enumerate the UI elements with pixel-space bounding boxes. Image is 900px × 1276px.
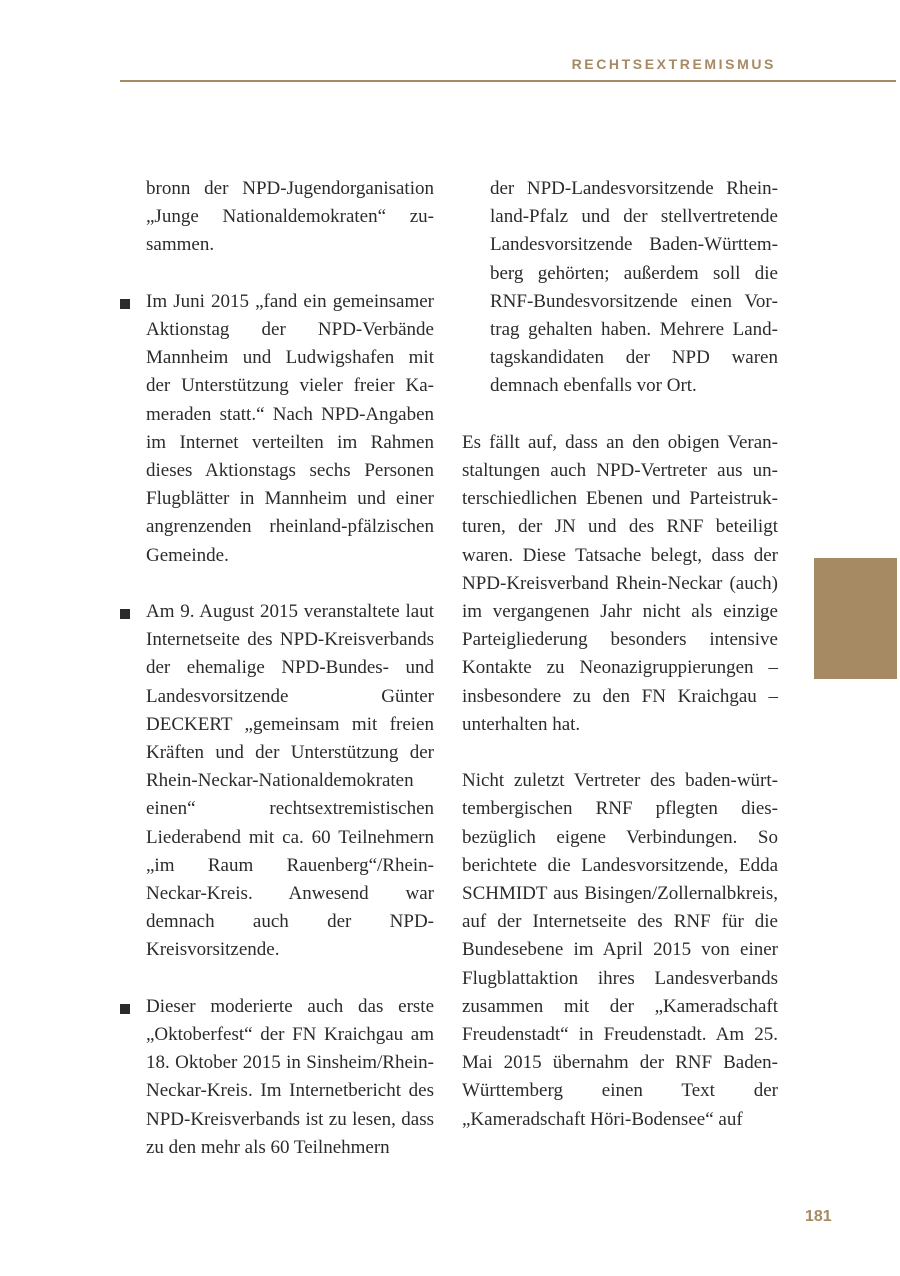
list-item-text: Dieser moderierte auch das erste „Oktoberfest“ der FN Kraichgau am 18. Oktober 2015 in Sinsheim/Rhein-Neckar-Kreis. Im Internetbericht des NPD-Kreisverbands ist zu lesen, dass zu den mehr als 60 Teilnehmern bbox=[146, 995, 434, 1158]
list-item bbox=[118, 598, 434, 965]
right-column bbox=[462, 175, 778, 1162]
list-item bbox=[118, 288, 434, 570]
continued-paragraph: bronn der NPD-Jugendorganisation „Junge Nationaldemokraten“ zusammen. bbox=[146, 178, 434, 256]
list-item-text: Im Juni 2015 „fand ein gemeinsamer Aktionstag der NPD-Verbände Mannheim und Ludwigshafen mit der Unterstützung vieler freier Kameraden statt.“ Nach NPD-Angaben im Internet verteilten im Rahmen dieses Aktionstags sechs Personen Flugblätter in Mannheim und einer angrenzenden rheinland-pfälzischen Gemeinde. bbox=[146, 290, 434, 566]
page-number: 181 bbox=[805, 1208, 832, 1225]
square-bullet-icon bbox=[120, 299, 130, 309]
list-item-text: Am 9. August 2015 veranstaltete laut Internetseite des NPD-Kreisverbands der ehemalige NPD-Bundes- und Landesvorsitzende Günter DECKERT „gemeinsam mit freien Kräften und der Unterstützung der Rhein-Neckar-Nationaldemokraten einen“ rechtsextremistischen Liederabend mit ca. 60 Teilnehmern „im Raum Rauenberg“/Rhein-Neckar-Kreis. Anwesend war demnach auch der NPD-Kreisvorsitzende. bbox=[146, 601, 434, 961]
square-bullet-icon bbox=[120, 1004, 130, 1014]
chapter-tab-marker bbox=[814, 558, 897, 679]
body-paragraph: Nicht zuletzt Vertreter des baden-württembergischen RNF pflegten diesbezüglich eigene Verbindungen. So berichtete die Landesvorsitzende, Edda SCHMIDT aus Bisingen/Zollernalbkreis, auf der Internetseite des RNF für die Bundesebene im April 2015 von einer Flugblattaktion ihres Landesverbands zusammen mit der „Kameradschaft Freudenstadt“ in Freudenstadt. Am 25. Mai 2015 übernahm der RNF Baden-Württemberg einen Text der „Kameradschaft Höri-Bodensee“ auf bbox=[462, 770, 778, 1130]
body-paragraph: Es fällt auf, dass an den obigen Veranstaltungen auch NPD-Vertreter aus unterschiedlichen Ebenen und Parteistrukturen, der JN und des RNF beteiligt waren. Diese Tatsache belegt, dass der NPD-Kreisverband Rhein-Neckar (auch) im vergangenen Jahr nicht als einzige Parteigliederung besonders intensive Kontakte zu Neonazigruppierungen – insbesondere zu den FN Kraichgau – unterhalten hat. bbox=[462, 431, 778, 735]
continued-paragraph: der NPD-Landesvorsitzende Rheinland-Pfalz und der stellvertretende Landesvorsitzende Baden-Württemberg gehörten; außerdem soll die RNF-Bundesvorsitzende einen Vortrag gehalten haben. Mehrere Landtagskandidaten der NPD waren demnach ebenfalls vor Ort. bbox=[490, 178, 778, 397]
left-column bbox=[118, 175, 434, 1190]
section-title: RECHTSEXTREMISMUS bbox=[571, 56, 776, 72]
square-bullet-icon bbox=[120, 609, 130, 619]
page-header bbox=[120, 56, 896, 82]
list-item bbox=[118, 993, 434, 1162]
